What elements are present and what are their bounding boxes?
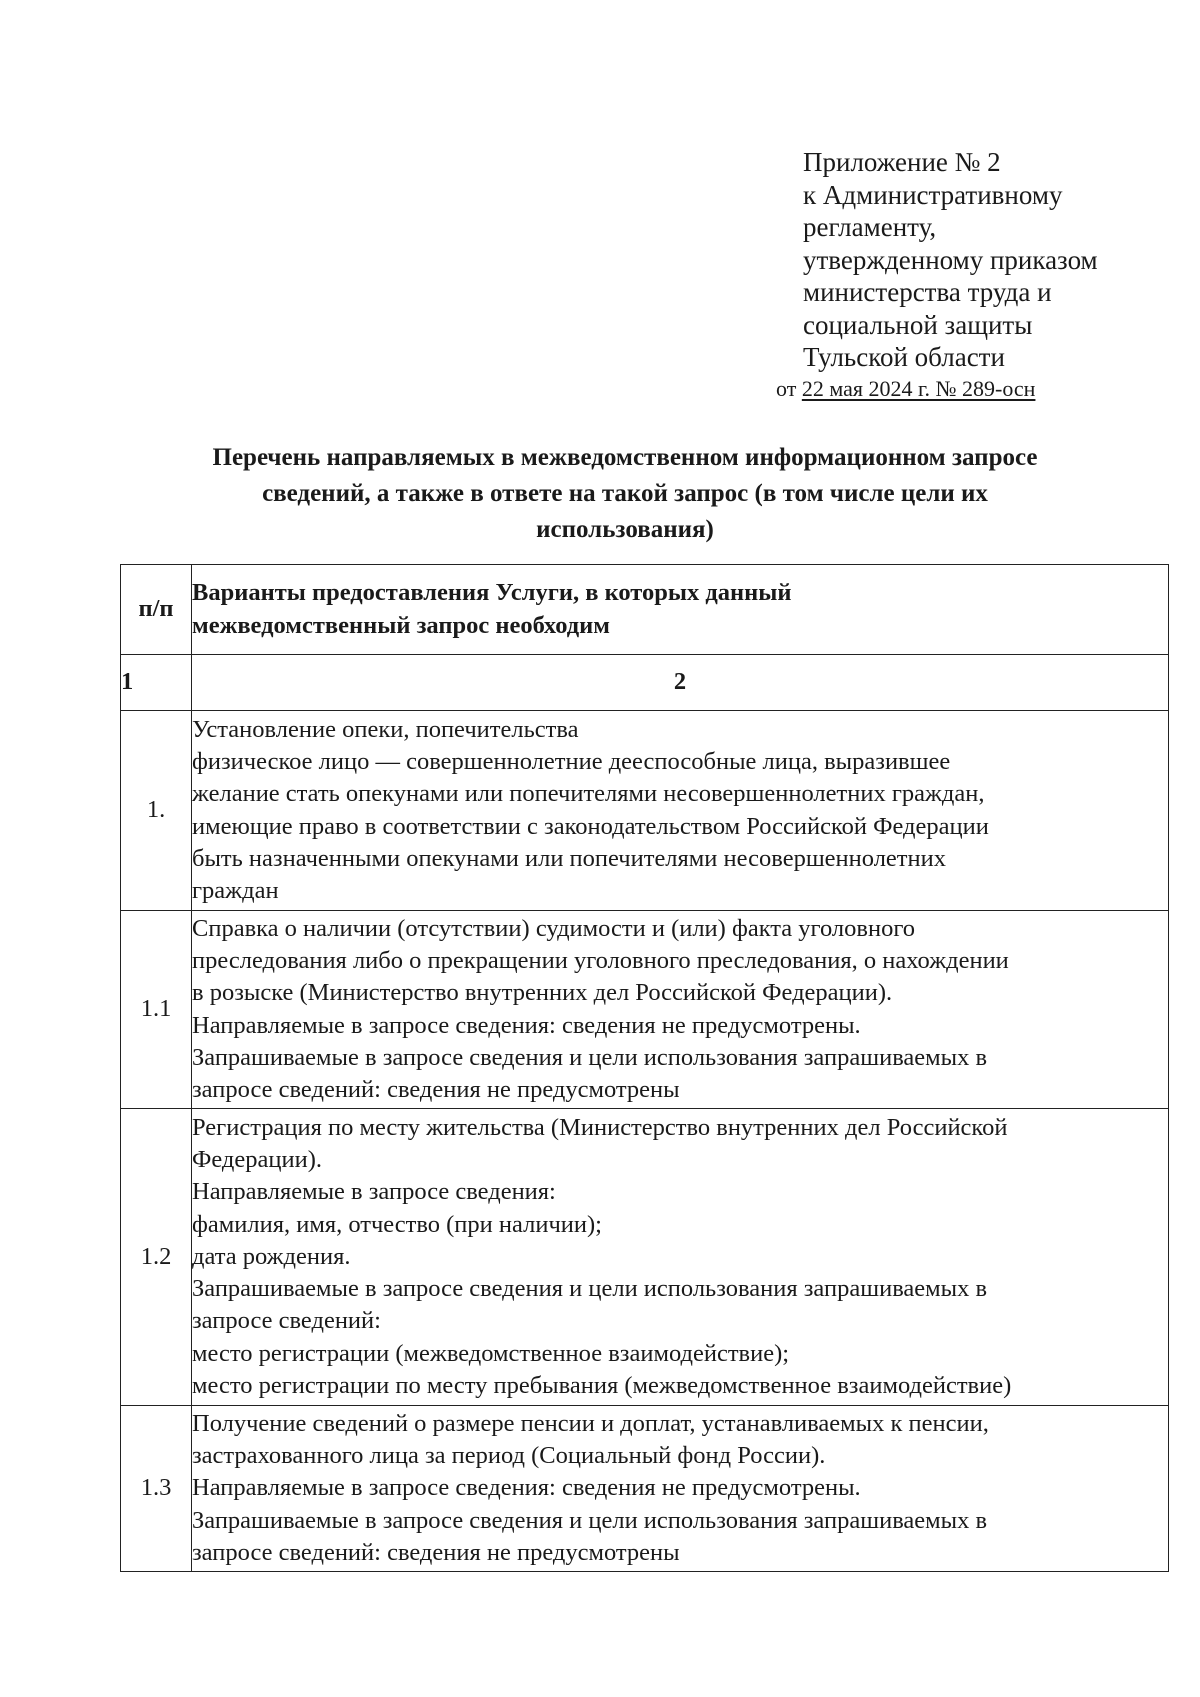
header-line: межведомственный запрос необходим [192, 611, 610, 639]
appendix-line: утвержденному приказом [803, 244, 1098, 275]
row-line: Получение сведений о размере пенсии и доплат, устанавливаемых к пенсии, [192, 1409, 989, 1437]
row-line: Установление опеки, попечительства [192, 715, 579, 743]
table-header-row [121, 565, 1169, 655]
row-number: 1.2 [121, 1109, 192, 1406]
order-date-value: 22 мая 2024 г. № 289-осн [801, 376, 1036, 401]
row-line: дата рождения. [192, 1242, 351, 1270]
table-row [121, 1406, 1169, 1572]
header-col-number: п/п [121, 565, 192, 655]
row-line: место регистрации по месту пребывания (межведомственное взаимодействие) [192, 1371, 1012, 1399]
requests-table [120, 564, 1169, 1572]
table-numbering-row [121, 655, 1169, 711]
numbering-col1: 1 [121, 655, 192, 711]
row-line: преследования либо о прекращении уголовного преследования, о нахождении [192, 947, 1009, 975]
row-line: имеющие право в соответствии с законодательством Российской Федерации [192, 812, 989, 840]
appendix-line: к Административному [803, 179, 1063, 210]
row-line: быть назначенными опекунами или попечителями несовершеннолетних [192, 844, 946, 872]
row-line: в розыске (Министерство внутренних дел Российской Федерации). [192, 979, 893, 1007]
row-line: Регистрация по месту жительства (Министерство внутренних дел Российской [192, 1114, 1008, 1142]
row-line: Справка о наличии (отсутствии) судимости и (или) факта уголовного [192, 914, 916, 942]
title-line: использования) [536, 516, 714, 543]
numbering-col2: 2 [192, 655, 1169, 711]
row-line: Направляемые в запросе сведения: сведения не предусмотрены. [192, 1011, 861, 1039]
appendix-line: Приложение № 2 [803, 147, 1001, 177]
row-line: граждан [192, 876, 279, 904]
row-number: 1.3 [121, 1406, 192, 1572]
header-line: Варианты предоставления Услуги, в которых данный [192, 579, 792, 607]
appendix-block [776, 146, 1098, 401]
row-line: Запрашиваемые в запросе сведения и цели использования запрашиваемых в [192, 1275, 988, 1303]
row-number: 1. [121, 711, 192, 911]
row-line: Направляемые в запросе сведения: [192, 1178, 556, 1206]
row-line: физическое лицо — совершеннолетние дееспособные лица, выразившее [192, 748, 951, 776]
row-line: Запрашиваемые в запросе сведения и цели использования запрашиваемых в [192, 1506, 988, 1534]
appendix-line: министерства труда и [803, 277, 1052, 307]
row-number: 1.1 [121, 911, 192, 1109]
appendix-line: регламенту, [803, 212, 937, 242]
header-col-variants [192, 565, 1169, 655]
title-line: Перечень направляемых в межведомственном информационном запросе [212, 444, 1038, 471]
table-row [121, 711, 1169, 911]
row-text [192, 1109, 1169, 1406]
table-row [121, 911, 1169, 1109]
order-date-line [776, 373, 1035, 406]
row-text [192, 1406, 1169, 1572]
table-row [121, 1109, 1169, 1406]
row-line: фамилия, имя, отчество (при наличии); [192, 1210, 602, 1238]
row-line: Федерации). [192, 1146, 322, 1174]
row-line: застрахованного лица за период (Социальный фонд России). [192, 1442, 826, 1470]
title-line: сведений, а также в ответе на такой запрос (в том числе цели их [262, 480, 988, 507]
row-text [192, 711, 1169, 911]
appendix-line: социальной защиты [803, 309, 1033, 340]
row-text [192, 911, 1169, 1109]
row-line: запросе сведений: сведения не предусмотрены [192, 1538, 680, 1566]
row-line: Запрашиваемые в запросе сведения и цели использования запрашиваемых в [192, 1043, 988, 1071]
row-line: запросе сведений: сведения не предусмотрены [192, 1075, 680, 1103]
order-date-prefix: от [776, 376, 797, 401]
row-line: запросе сведений: [192, 1307, 381, 1335]
row-line: Направляемые в запросе сведения: сведения не предусмотрены. [192, 1474, 861, 1502]
row-line: место регистрации (межведомственное взаимодействие); [192, 1339, 790, 1367]
row-line: желание стать опекунами или попечителями несовершеннолетних граждан, [192, 780, 985, 808]
document-title [140, 440, 1110, 548]
appendix-line: Тульской области [803, 342, 1005, 372]
